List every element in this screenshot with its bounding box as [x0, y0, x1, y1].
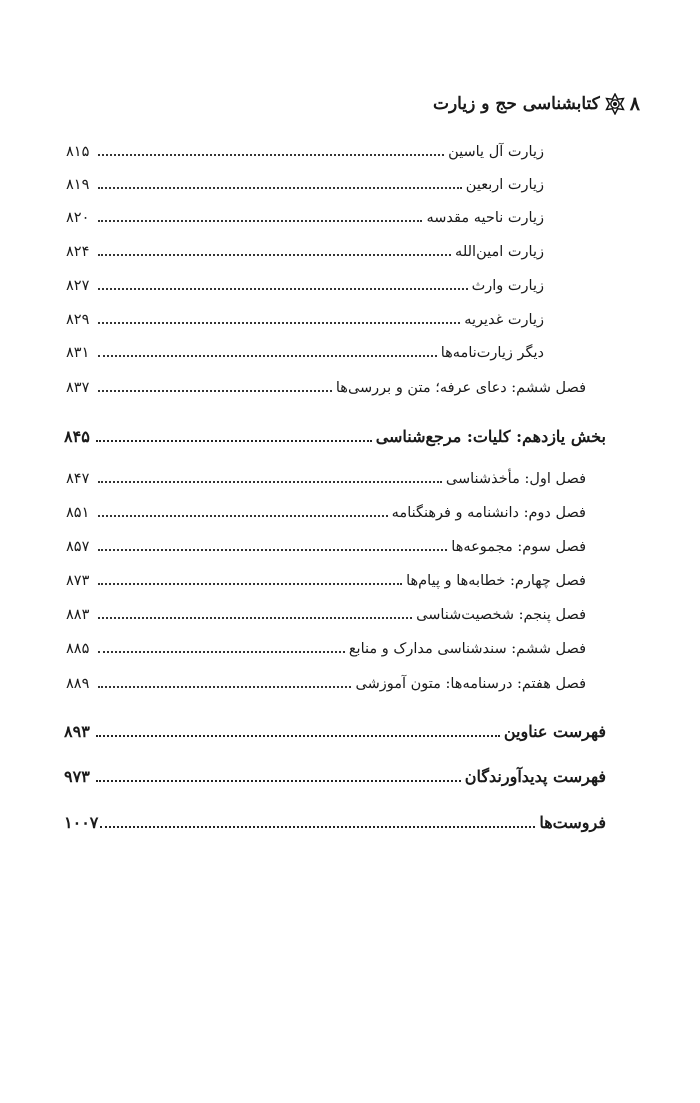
toc-entry-page: ۸۸۹ [66, 676, 90, 692]
toc-entry-title: فصل اول: مأخذشناسی [445, 471, 586, 487]
toc-entry-page: ۸۲۰ [66, 210, 90, 226]
dot-leader [98, 253, 451, 256]
toc-entry-title: فصل سوم: مجموعه‌ها [451, 539, 586, 555]
toc-entry-page: ۸۲۹ [66, 312, 90, 328]
toc-entry-title: فهرست عناوین [503, 722, 606, 741]
toc-entry[interactable] [66, 505, 586, 531]
toc-entry-page: ۸۳۱ [66, 345, 90, 361]
toc-entry-page: ۸۲۷ [66, 278, 90, 294]
toc-entry-title: فصل ششم: سندشناسی مدارک و منابع [348, 641, 586, 657]
toc-entry-page: ۸۸۳ [66, 607, 90, 623]
toc-entry[interactable] [66, 573, 586, 599]
toc-entry[interactable] [66, 471, 586, 497]
toc-entry-title: زیارت وارث [471, 278, 544, 294]
dot-leader [96, 779, 461, 782]
toc-entry-page: ۱۰۰۷ [64, 813, 99, 832]
toc-entry-page: ۸۹۳ [64, 722, 90, 741]
toc-entry-title: بخش یازدهم: کلیات: مرجع‌شناسی [375, 427, 606, 446]
toc-entry-page: ۸۲۴ [66, 244, 90, 260]
toc-entry-title: فصل پنجم: شخصیت‌شناسی [416, 607, 586, 623]
toc-entry-title: زیارت آل یاسین [448, 144, 544, 160]
dot-leader [98, 219, 422, 222]
toc-entry-page: ۸۴۷ [66, 471, 90, 487]
toc-entry-title: فهرست پدیدآورندگان [464, 767, 606, 786]
toc-entry-page: ۸۵۱ [66, 505, 90, 521]
dot-leader [98, 582, 402, 585]
dot-leader [98, 321, 460, 324]
toc-entry[interactable] [66, 278, 544, 304]
toc-entry-title: فروست‌ها [539, 813, 606, 832]
dot-leader [98, 153, 444, 156]
toc-entry-page: ۸۱۹ [66, 177, 90, 193]
toc-major-entry[interactable] [64, 767, 606, 793]
toc-entry-page: ۸۴۵ [64, 427, 90, 446]
dot-leader [98, 548, 447, 551]
page-number: ۸ [629, 93, 640, 115]
book-title: کتابشناسی حج و زیارت [432, 94, 600, 114]
dot-leader [98, 186, 462, 189]
dot-leader [98, 616, 412, 619]
toc-entry-title: زیارت ناحیه مقدسه [426, 210, 544, 226]
rosette-ornament-icon [604, 93, 626, 115]
toc-entry-title: زیارت امین‌الله [455, 244, 544, 260]
toc-entry-title: فصل دوم: دانشنامه و فرهنگنامه [391, 505, 586, 521]
toc-entry[interactable] [66, 244, 544, 270]
toc-entry[interactable] [66, 177, 544, 203]
toc-entry-title: فصل چهارم: خطابه‌ها و پیام‌ها [406, 573, 586, 589]
dot-leader [98, 287, 468, 290]
toc-entry[interactable] [66, 676, 586, 702]
toc-major-entry[interactable] [64, 813, 606, 839]
toc-entry-title: زیارت اربعین [465, 177, 544, 193]
toc-entry[interactable] [66, 345, 544, 371]
dot-leader [98, 354, 437, 357]
toc-major-entry[interactable] [64, 427, 606, 453]
dot-leader [98, 480, 442, 483]
toc-entry-title: فصل ششم: دعای عرفه؛ متن و بررسی‌ها [335, 380, 586, 396]
running-header [432, 90, 640, 118]
dot-leader [100, 825, 535, 828]
dot-leader [98, 389, 332, 392]
toc-entry[interactable] [66, 312, 544, 338]
toc-entry[interactable] [66, 380, 586, 406]
dot-leader [96, 734, 500, 737]
toc-entry[interactable] [66, 144, 544, 170]
toc-entry-page: ۸۱۵ [66, 144, 90, 160]
toc-entry[interactable] [66, 607, 586, 633]
toc-entry-page: ۸۷۳ [66, 573, 90, 589]
toc-entry[interactable] [66, 539, 586, 565]
dot-leader [98, 514, 388, 517]
dot-leader [98, 685, 351, 688]
toc-entry[interactable] [66, 641, 586, 667]
toc-major-entry[interactable] [64, 722, 606, 748]
toc-entry[interactable] [66, 210, 544, 236]
dot-leader [98, 650, 345, 653]
dot-leader [96, 439, 372, 442]
toc-entry-page: ۸۸۵ [66, 641, 90, 657]
toc-entry-page: ۸۵۷ [66, 539, 90, 555]
toc-entry-title: زیارت غدیریه [464, 312, 544, 328]
toc-entry-title: فصل هفتم: درسنامه‌ها: متون آموزشی [355, 676, 586, 692]
toc-entry-page: ۸۳۷ [66, 380, 90, 396]
toc-entry-page: ۹۷۳ [64, 767, 90, 786]
toc-entry-title: دیگر زیارت‌نامه‌ها [440, 345, 544, 361]
